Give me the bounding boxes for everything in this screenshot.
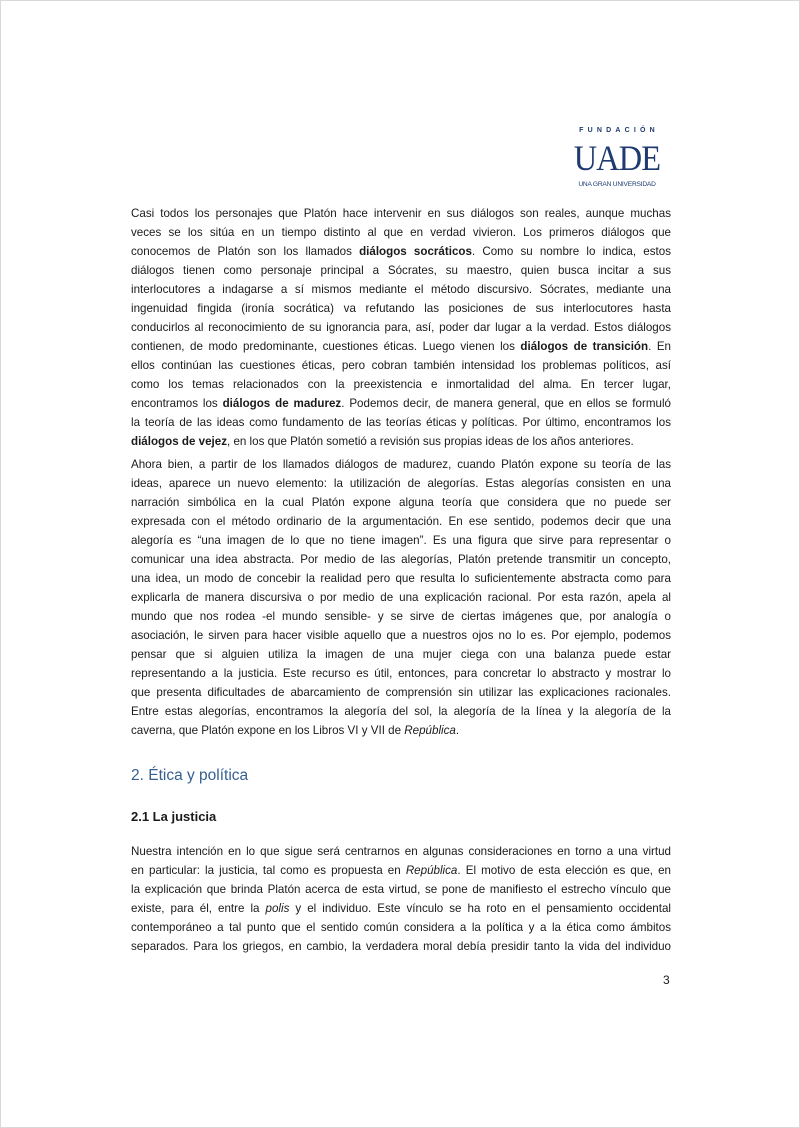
text-line <box>131 261 671 280</box>
text-run: expresada con el método ordinario de la argumentación. En ese sentido, podemos decir que una <box>131 515 671 528</box>
text-run: en particular: la justicia, tal como es propuesta en <box>131 864 406 877</box>
text-run: Entre estas alegorías, encontramos la alegoría del sol, la alegoría de la línea y la alegoría de la <box>131 705 671 718</box>
text-run: ideas, aparece un nuevo elemento: la utilización de alegorías. Estas alegorías consisten en una <box>131 477 671 490</box>
text-line <box>131 569 671 588</box>
section-heading: 2. Ética y política <box>131 767 249 784</box>
text-line <box>131 280 671 299</box>
text-run: conocemos de Platón son los llamados <box>131 245 360 258</box>
text-line <box>131 607 671 626</box>
text-line <box>131 645 671 664</box>
text-run: Casi todos los personajes que Platón hace intervenir en sus diálogos son reales, aunque muchas <box>131 207 671 220</box>
text-line <box>131 531 671 550</box>
text-line <box>131 918 671 937</box>
text-line <box>131 626 671 645</box>
text-run: contemporáneo a tal punto que el sentido común considera a la política y a la ética como ámbitos <box>131 921 671 934</box>
logo-fundacion-text: FUNDACIÓN <box>579 127 659 134</box>
text-run: la teoría de las ideas como fundamento de las teorías éticas y políticas. Por último, encontramos los <box>131 416 671 429</box>
text-line <box>131 204 671 223</box>
italic-text: República <box>405 864 458 877</box>
subsection-heading: 2.1 La justicia <box>131 809 217 824</box>
text-line <box>131 512 671 531</box>
text-run: explicarla de manera discursiva o por medio de una explicación racional. Por esta razón, apela al <box>131 591 671 604</box>
text-run: encontramos los <box>131 397 223 410</box>
text-run: existe, para él, entre la <box>131 902 266 915</box>
text-line <box>131 861 671 880</box>
italic-text: República <box>404 724 456 737</box>
text-line <box>131 588 671 607</box>
text-line <box>131 880 671 899</box>
text-run: , en los que Platón sometió a revisión sus propias ideas de los años anteriores. <box>227 435 634 448</box>
text-line <box>131 299 671 318</box>
text-run: comunicar una idea abstracta. Por medio de las alegorías, Platón pretende transmitir un concepto, <box>131 553 671 566</box>
text-run: una idea, un modo de concebir la realidad pero que resulta lo suficientemente abstracta como para <box>131 572 671 585</box>
text-run: pensar que si alguien utiliza la imagen de una mujer ciega con una balanza puede estar <box>131 648 671 661</box>
text-line <box>131 337 671 356</box>
text-line <box>131 702 671 721</box>
italic-text: polis <box>265 902 290 915</box>
text-line <box>131 493 671 512</box>
paragraph-dialogos <box>131 204 671 451</box>
text-run: narración simbólica en la cual Platón expone alguna teoría que considera que no puede ser <box>131 496 671 509</box>
text-run: veces se los sitúa en un tiempo distinto al que en verdad vivieron. Los primeros diálogos que <box>131 226 671 239</box>
text-run: . En <box>648 340 672 353</box>
paragraph-alegorias <box>131 455 671 740</box>
text-run: Nuestra intención en lo que sigue será centrarnos en algunas consideraciones en torno a una virtud <box>131 845 671 858</box>
text-run: la explicación que brinda Platón acerca de esta virtud, se pone de manifiesto el estrecho vínculo que <box>131 883 671 896</box>
text-line <box>131 413 671 432</box>
text-run: ellos continúan las cuestiones éticas, pero cobran también intensidad los problemas políticos, así <box>131 359 671 372</box>
text-run: contienen, de modo predominante, cuestiones éticas. Luego vienen los <box>131 340 521 353</box>
bold-text: diálogos socráticos <box>359 245 472 258</box>
text-run: mundo que nos rodea -el mundo sensible- y se sirve de ciertas imágenes que, por analogía o <box>131 610 671 623</box>
text-run: . <box>455 724 460 737</box>
text-run: separados. Para los griegos, en cambio, la verdadera moral debía presidir tanto la vida del individuo <box>131 940 671 953</box>
text-line <box>131 550 671 569</box>
text-line <box>131 899 671 918</box>
text-line <box>131 842 671 861</box>
text-run: diálogos tienen como personaje principal a Sócrates, su maestro, quien busca incitar a sus <box>131 264 671 277</box>
logo-uade-text: UADE <box>573 138 661 178</box>
text-run: alegoría es “una imagen de lo que no tiene imagen”. Es una figura que sirve para representar o <box>131 534 671 547</box>
text-run: . El motivo de esta elección es que, en <box>457 864 672 877</box>
text-line <box>131 721 671 740</box>
bold-text: diálogos de madurez <box>222 397 342 410</box>
text-run: Ahora bien, a partir de los llamados diálogos de madurez, cuando Platón expone su teoría de las <box>131 458 671 471</box>
text-run: ingenuidad fingida (ironía socrática) va refutando las posiciones de sus interlocutores hasta <box>131 302 671 315</box>
uade-logo <box>563 125 671 190</box>
text-run: y el individuo. Este vínculo se ha roto en el pensamiento occidental <box>289 902 671 915</box>
text-run: . Podemos decir, de manera general, que en ellos se formuló <box>341 397 671 410</box>
text-run: que presenta dificultades de abarcamiento de comprensión sin utilizar las explicaciones racionales. <box>131 686 671 699</box>
text-line <box>131 474 671 493</box>
text-run: asociación, le sirven para hacer visible aquello que a nuestros ojos no lo es. Por ejemplo, podemos <box>131 629 671 642</box>
page-number: 3 <box>663 973 670 987</box>
text-line <box>131 375 671 394</box>
text-run: conducirlos al reconocimiento de su ignorancia para, así, poder dar lugar a la verdad. Estos diálogos <box>131 321 671 334</box>
text-run: representando a la justicia. Este recurso es útil, entonces, para concretar lo abstracto y mostrar lo <box>131 667 671 680</box>
text-line <box>131 683 671 702</box>
text-line <box>131 394 671 413</box>
text-line <box>131 937 671 956</box>
text-line <box>131 432 671 451</box>
text-run: . Como su nombre lo indica, estos <box>471 245 671 258</box>
text-line <box>131 223 671 242</box>
text-line <box>131 242 671 261</box>
text-run: interlocutores a indagarse a sí mismos mediante el método discursivo. Sócrates, mediante una <box>131 283 671 296</box>
text-line <box>131 318 671 337</box>
bold-text: diálogos de vejez <box>131 435 227 448</box>
bold-text: diálogos de transición <box>520 340 649 353</box>
logo-tagline: UNA GRAN UNIVERSIDAD <box>578 181 656 188</box>
text-line <box>131 664 671 683</box>
paragraph-justicia <box>131 842 671 956</box>
text-run: como los temas relacionados con la preexistencia e inmortalidad del alma. En tercer lugar, <box>131 378 671 391</box>
text-run: caverna, que Platón expone en los Libros VI y VII de <box>131 724 405 737</box>
text-line <box>131 455 671 474</box>
text-line <box>131 356 671 375</box>
